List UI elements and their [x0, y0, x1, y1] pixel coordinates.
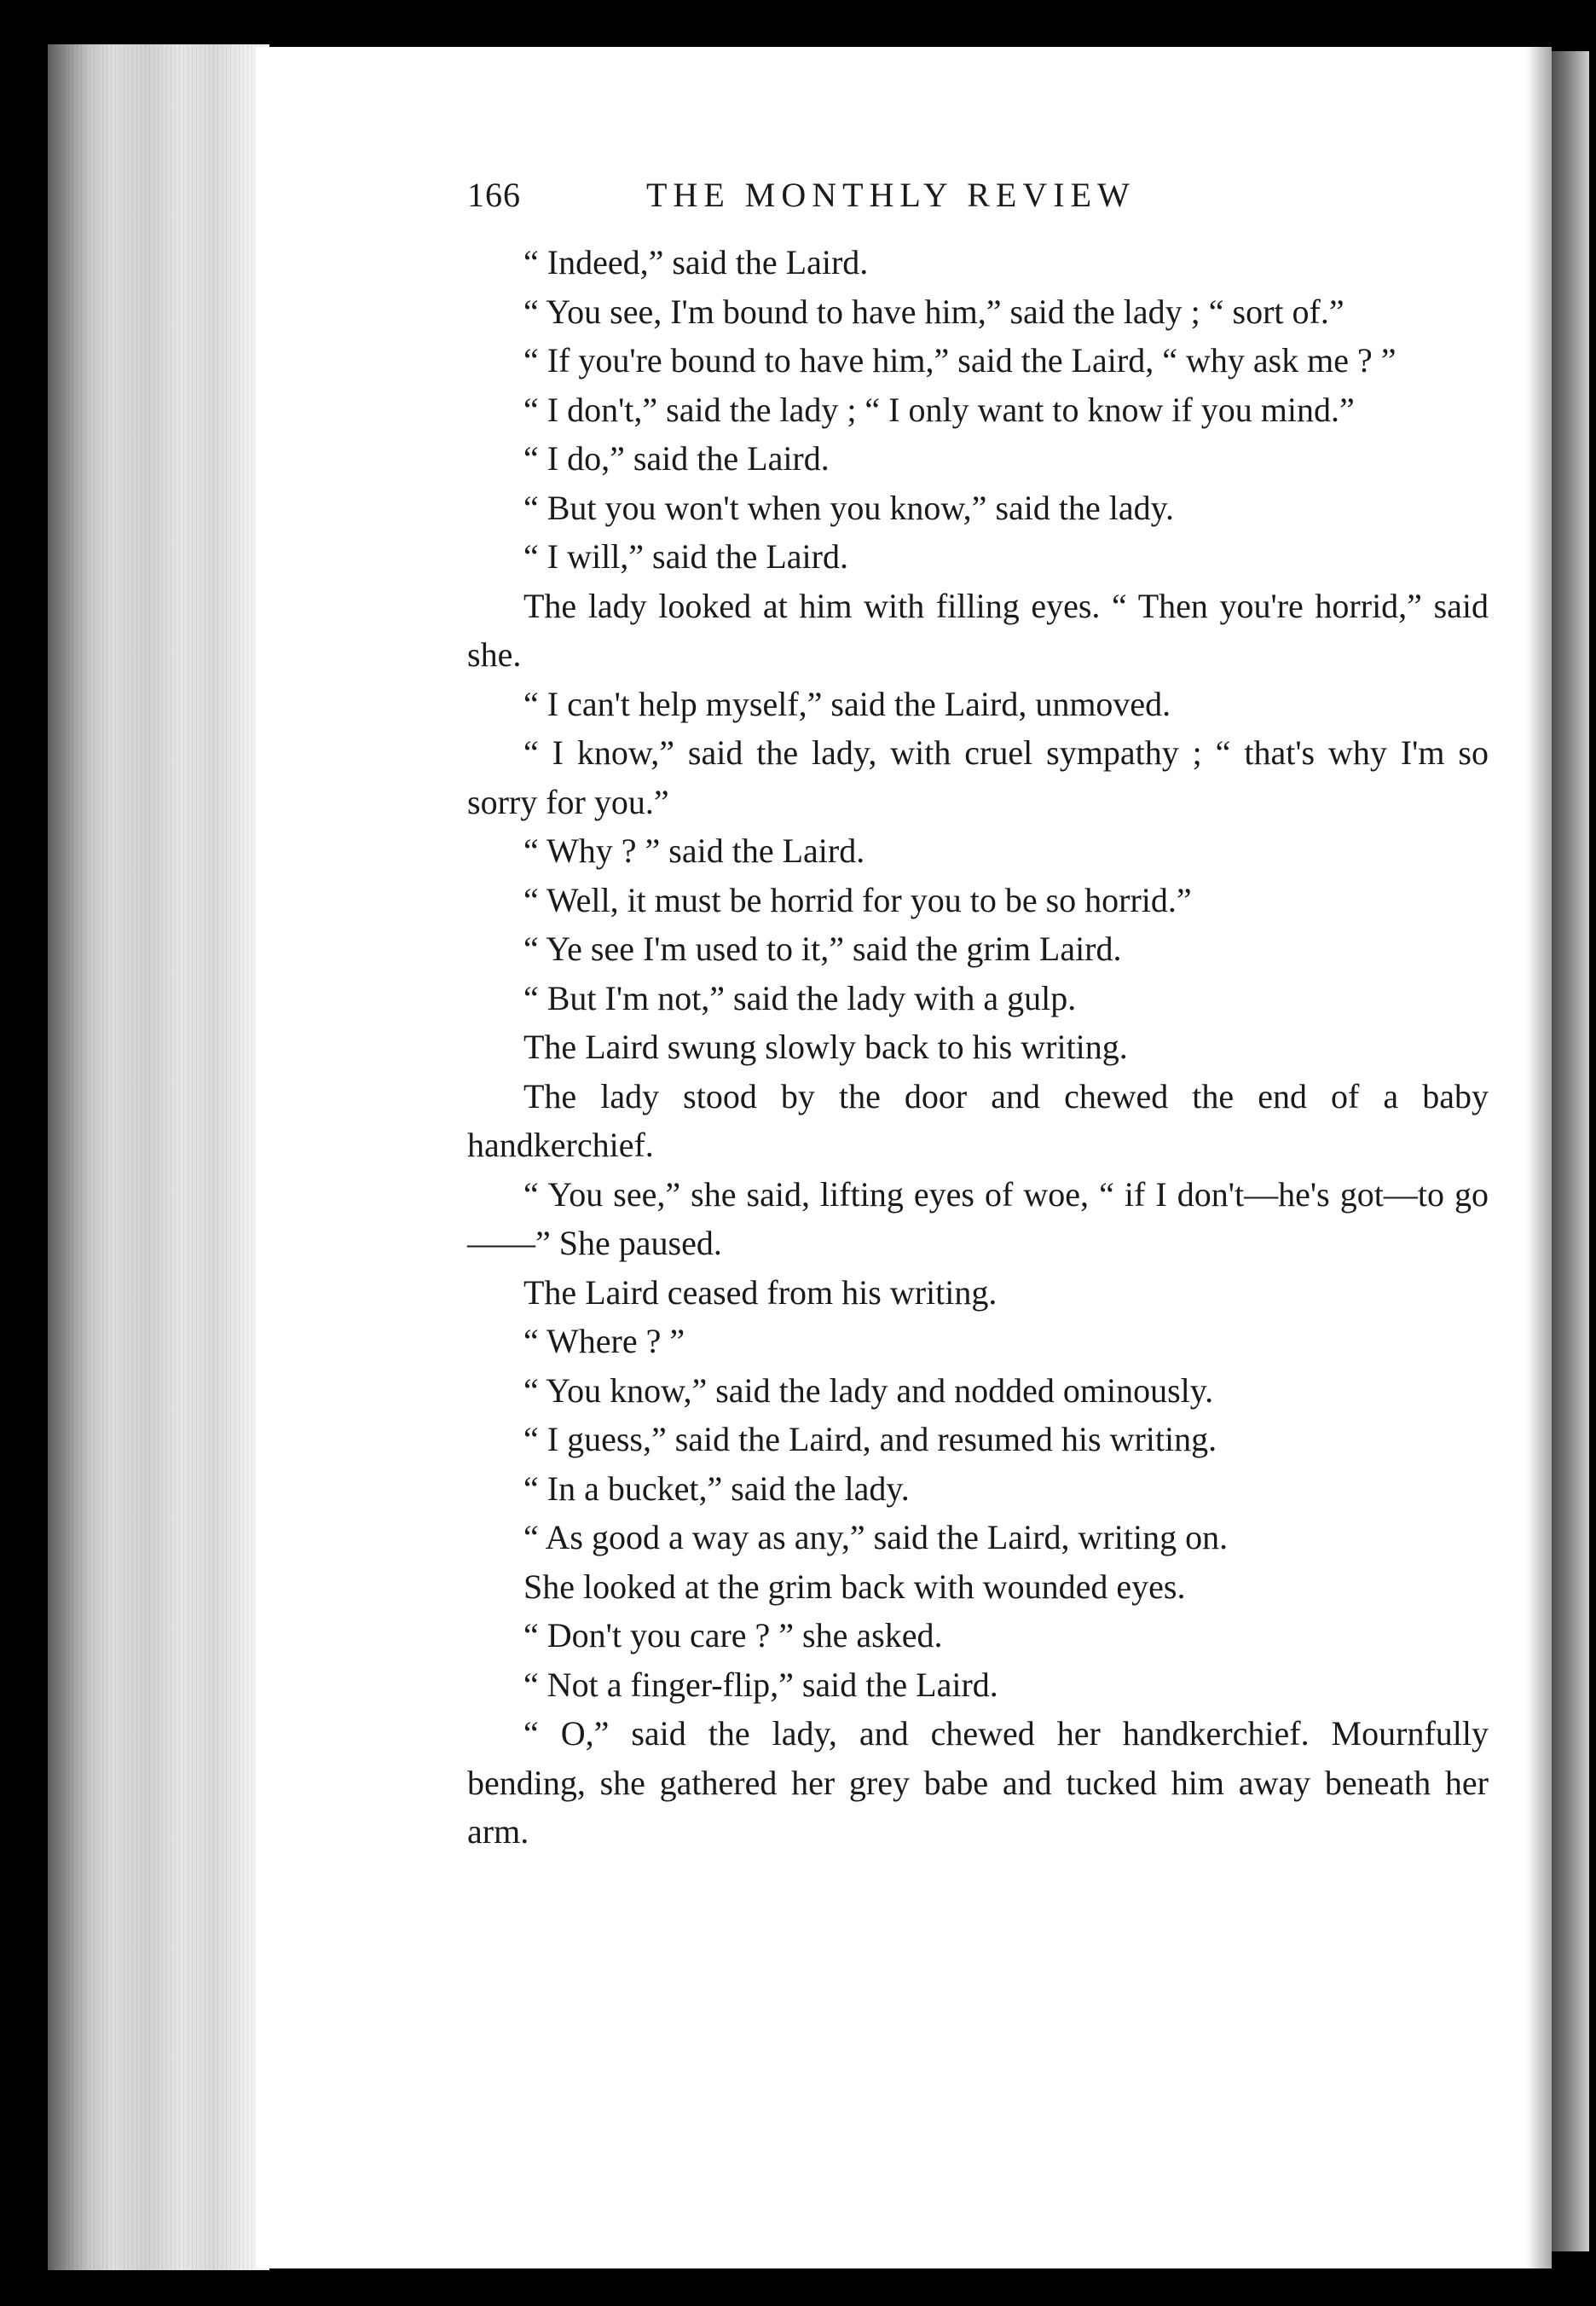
paragraph: “ If you're bound to have him,” said the Laird, “ why ask me ? ” [523, 341, 1396, 380]
paragraph: “ I know,” said the lady, with cruel sympathy ; “ that's why I'm so sorry for you.” [467, 733, 1489, 821]
journal-title: THE MONTHLY REVIEW [646, 176, 1136, 214]
paragraph: “ I guess,” said the Laird, and resumed his writing. [523, 1420, 1217, 1458]
paragraph: The lady stood by the door and chewed the end of a baby handkerchief. [467, 1076, 1489, 1164]
paragraph: “ I will,” said the Laird. [523, 537, 848, 576]
page-edge-texture [60, 44, 264, 2270]
paragraph: “ Ye see I'm used to it,” said the grim Laird. [523, 930, 1122, 968]
paragraph: She looked at the grim back with wounded eyes. [523, 1567, 1186, 1606]
paragraph: “ O,” said the lady, and chewed her handkerchief. Mournfully bending, she gathered her grey babe and tucked him away beneath her arm. [467, 1714, 1489, 1851]
paragraph: “ But I'm not,” said the lady with a gulp. [523, 978, 1077, 1017]
paragraph: “ I do,” said the Laird. [523, 439, 830, 478]
paragraph: “ But you won't when you know,” said the lady. [523, 488, 1175, 527]
paragraph: “ Why ? ” said the Laird. [523, 831, 865, 870]
spine-shadow [1526, 47, 1552, 2268]
page-number: 166 [467, 176, 521, 214]
paragraph: “ In a bucket,” said the lady. [523, 1469, 910, 1508]
paragraph: “ You know,” said the lady and nodded ominously. [523, 1370, 1214, 1410]
paragraph: “ As good a way as any,” said the Laird, writing on. [523, 1518, 1229, 1556]
paragraph: “ I can't help myself,” said the Laird, unmoved. [523, 684, 1171, 723]
paragraph: “ You see, I'm bound to have him,” said the lady ; “ sort of.” [523, 292, 1344, 331]
paragraph: “ Not a finger-flip,” said the Laird. [523, 1665, 998, 1704]
paragraph: The lady looked at him with filling eyes. “ Then you're horrid,” said she. [467, 586, 1489, 674]
paragraph: The Laird ceased from his writing. [523, 1272, 998, 1312]
book-page [256, 47, 1552, 2268]
paragraph: “ Where ? ” [523, 1322, 685, 1360]
text-body [467, 238, 1489, 1857]
paragraph: The Laird swung slowly back to his writing. [523, 1028, 1128, 1066]
page-content [467, 175, 1489, 1857]
paragraph: “ I don't,” said the lady ; “ I only want to know if you mind.” [523, 390, 1355, 429]
paragraph: “ Don't you care ? ” she asked. [523, 1616, 943, 1654]
paragraph: “ Indeed,” said the Laird. [523, 243, 869, 281]
paragraph: “ You see,” she said, lifting eyes of woe, “ if I don't—he's got—to go——” She paused. [467, 1174, 1489, 1262]
running-head [467, 175, 1489, 235]
paragraph: “ Well, it must be horrid for you to be so horrid.” [523, 880, 1192, 919]
